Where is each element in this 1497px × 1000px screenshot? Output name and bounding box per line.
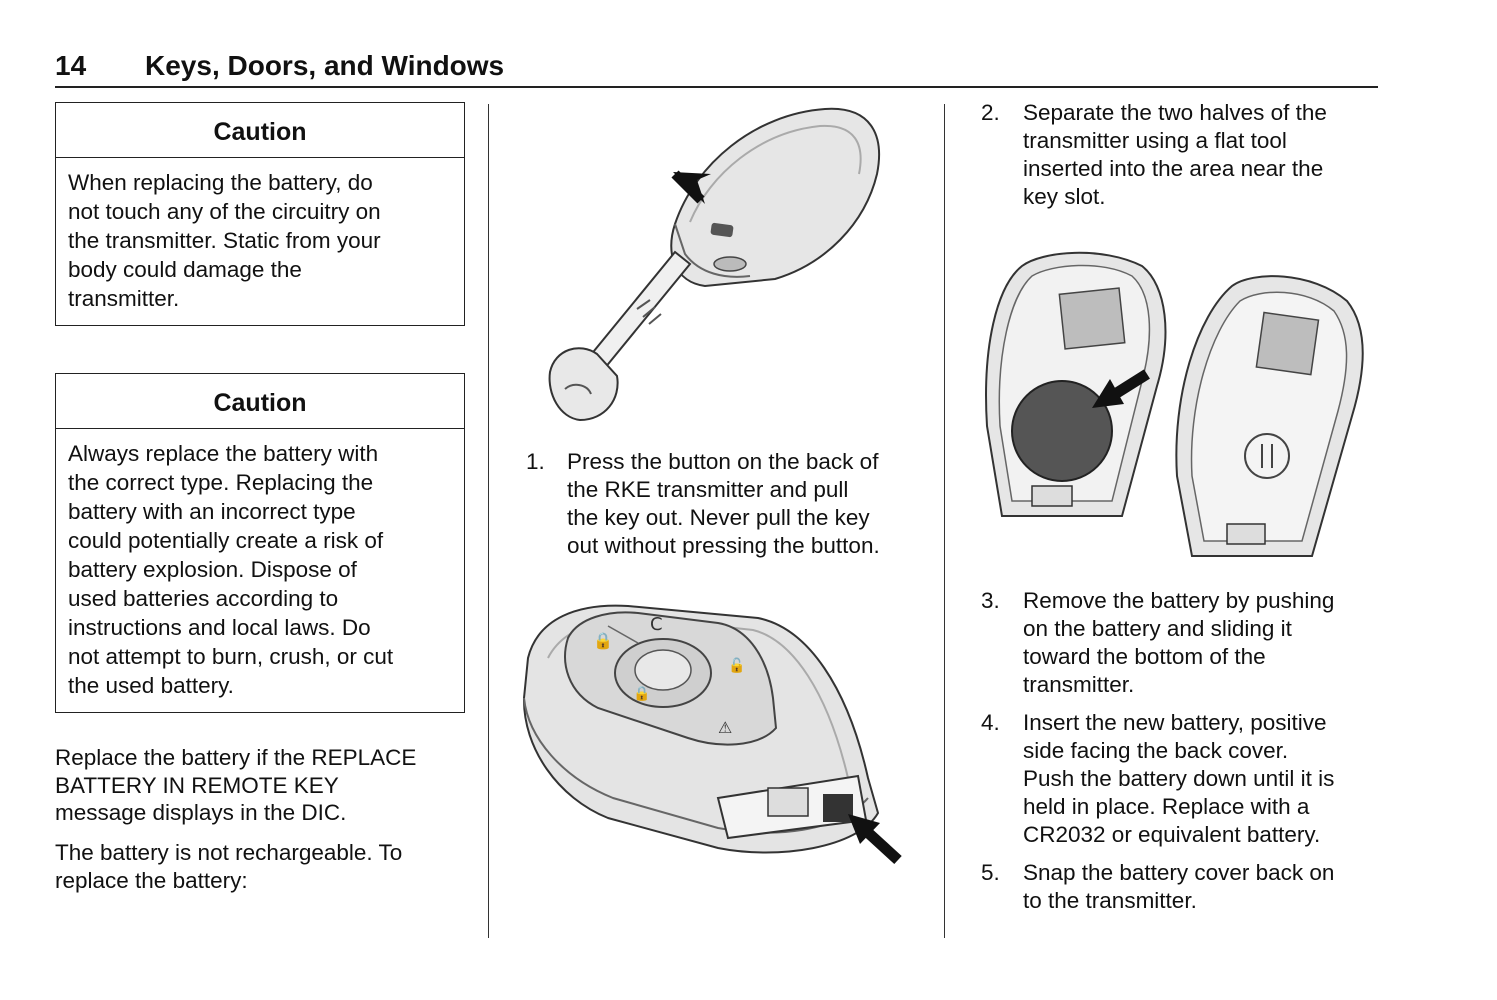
step-text — [567, 448, 927, 560]
paragraph-line: replace the battery: — [55, 867, 248, 893]
lock-icon: 🔒 — [593, 631, 613, 650]
step-line: inserted into the area near the — [1023, 156, 1324, 181]
step-line: Remove the battery by pushing — [1023, 588, 1335, 613]
caution-line: instructions and local laws. Do — [68, 615, 371, 640]
step-line: the key out. Never pull the key — [567, 505, 870, 530]
step-line: Separate the two halves of the — [1023, 100, 1327, 125]
step-line: to the transmitter. — [1023, 888, 1197, 913]
transmitter-front-illustration — [518, 598, 913, 876]
caution-line: When replacing the battery, do — [68, 170, 373, 195]
caution-text — [56, 158, 464, 323]
page-number: 14 — [55, 50, 87, 81]
step-line: out without pressing the button. — [567, 533, 880, 558]
transmitter-front-half — [1176, 276, 1362, 556]
paragraph-line: The battery is not rechargeable. To — [55, 840, 403, 865]
step-line: the RKE transmitter and pull — [567, 477, 849, 502]
caution-line: Always replace the battery with — [68, 441, 379, 466]
caution-line: not attempt to burn, crush, or cut — [68, 644, 394, 669]
step-line: Insert the new battery, positive — [1023, 710, 1327, 735]
step-line: Snap the battery cover back on — [1023, 860, 1335, 885]
caution-heading: Caution — [56, 374, 464, 429]
step-line: CR2032 or equivalent battery. — [1023, 822, 1321, 847]
lock-small-icon: 🔒 — [633, 686, 651, 702]
step-line: side facing the back cover. — [1023, 738, 1289, 763]
paragraph-line: message displays in the DIC. — [55, 800, 347, 825]
step-text — [1023, 709, 1381, 849]
step-number: 1. — [526, 449, 545, 474]
key-removal-illustration — [525, 104, 895, 434]
transmitter-opened-illustration — [982, 246, 1370, 564]
step-line: transmitter. — [1023, 672, 1135, 697]
step-number: 3. — [981, 588, 1000, 613]
caution-heading: Caution — [56, 103, 464, 158]
section-title: Keys, Doors, and Windows — [145, 50, 505, 81]
unlock-icon: 🔓 — [728, 658, 746, 674]
step-line: toward the bottom of the — [1023, 644, 1266, 669]
step-line: Push the battery down until it is — [1023, 766, 1335, 791]
step-text — [1023, 859, 1381, 915]
step-number: 5. — [981, 860, 1000, 885]
page-header — [55, 48, 1378, 88]
remote-start-icon: C — [650, 614, 663, 635]
paragraph-line: BATTERY IN REMOTE KEY — [55, 772, 339, 798]
step-text — [1023, 587, 1381, 699]
caution-line: body could damage the — [68, 257, 302, 282]
caution-line: battery with an incorrect type — [68, 499, 356, 524]
panic-icon: ⚠ — [718, 718, 733, 737]
caution-line: could potentially create a risk of — [68, 528, 384, 553]
step-line: transmitter using a flat tool — [1023, 128, 1287, 153]
step-number: 2. — [981, 100, 1000, 125]
intro-paragraph-rechargeable — [55, 839, 475, 894]
step-number: 4. — [981, 710, 1000, 735]
caution-text — [56, 429, 464, 710]
column-divider-2 — [944, 104, 945, 938]
caution-line: the transmitter. Static from your — [68, 228, 381, 253]
caution-line: the correct type. Replacing the — [68, 470, 374, 495]
step-line: on the battery and sliding it — [1023, 616, 1292, 641]
caution-box-static — [55, 102, 465, 326]
step-line: Press the button on the back of — [567, 449, 879, 474]
column-divider-1 — [488, 104, 489, 938]
caution-line: battery explosion. Dispose of — [68, 557, 357, 582]
intro-paragraph-replace — [55, 744, 475, 827]
caution-line: the used battery. — [68, 673, 234, 698]
step-line: held in place. Replace with a — [1023, 794, 1310, 819]
caution-line: used batteries according to — [68, 586, 339, 611]
step-line: key slot. — [1023, 184, 1106, 209]
paragraph-line: Replace the battery if the REPLACE — [55, 745, 417, 770]
caution-line: not touch any of the circuitry on — [68, 199, 381, 224]
step-text — [1023, 99, 1381, 211]
mechanical-key — [550, 252, 690, 420]
coin-battery — [1012, 381, 1112, 481]
caution-line: transmitter. — [68, 286, 180, 311]
caution-box-battery-type — [55, 373, 465, 713]
